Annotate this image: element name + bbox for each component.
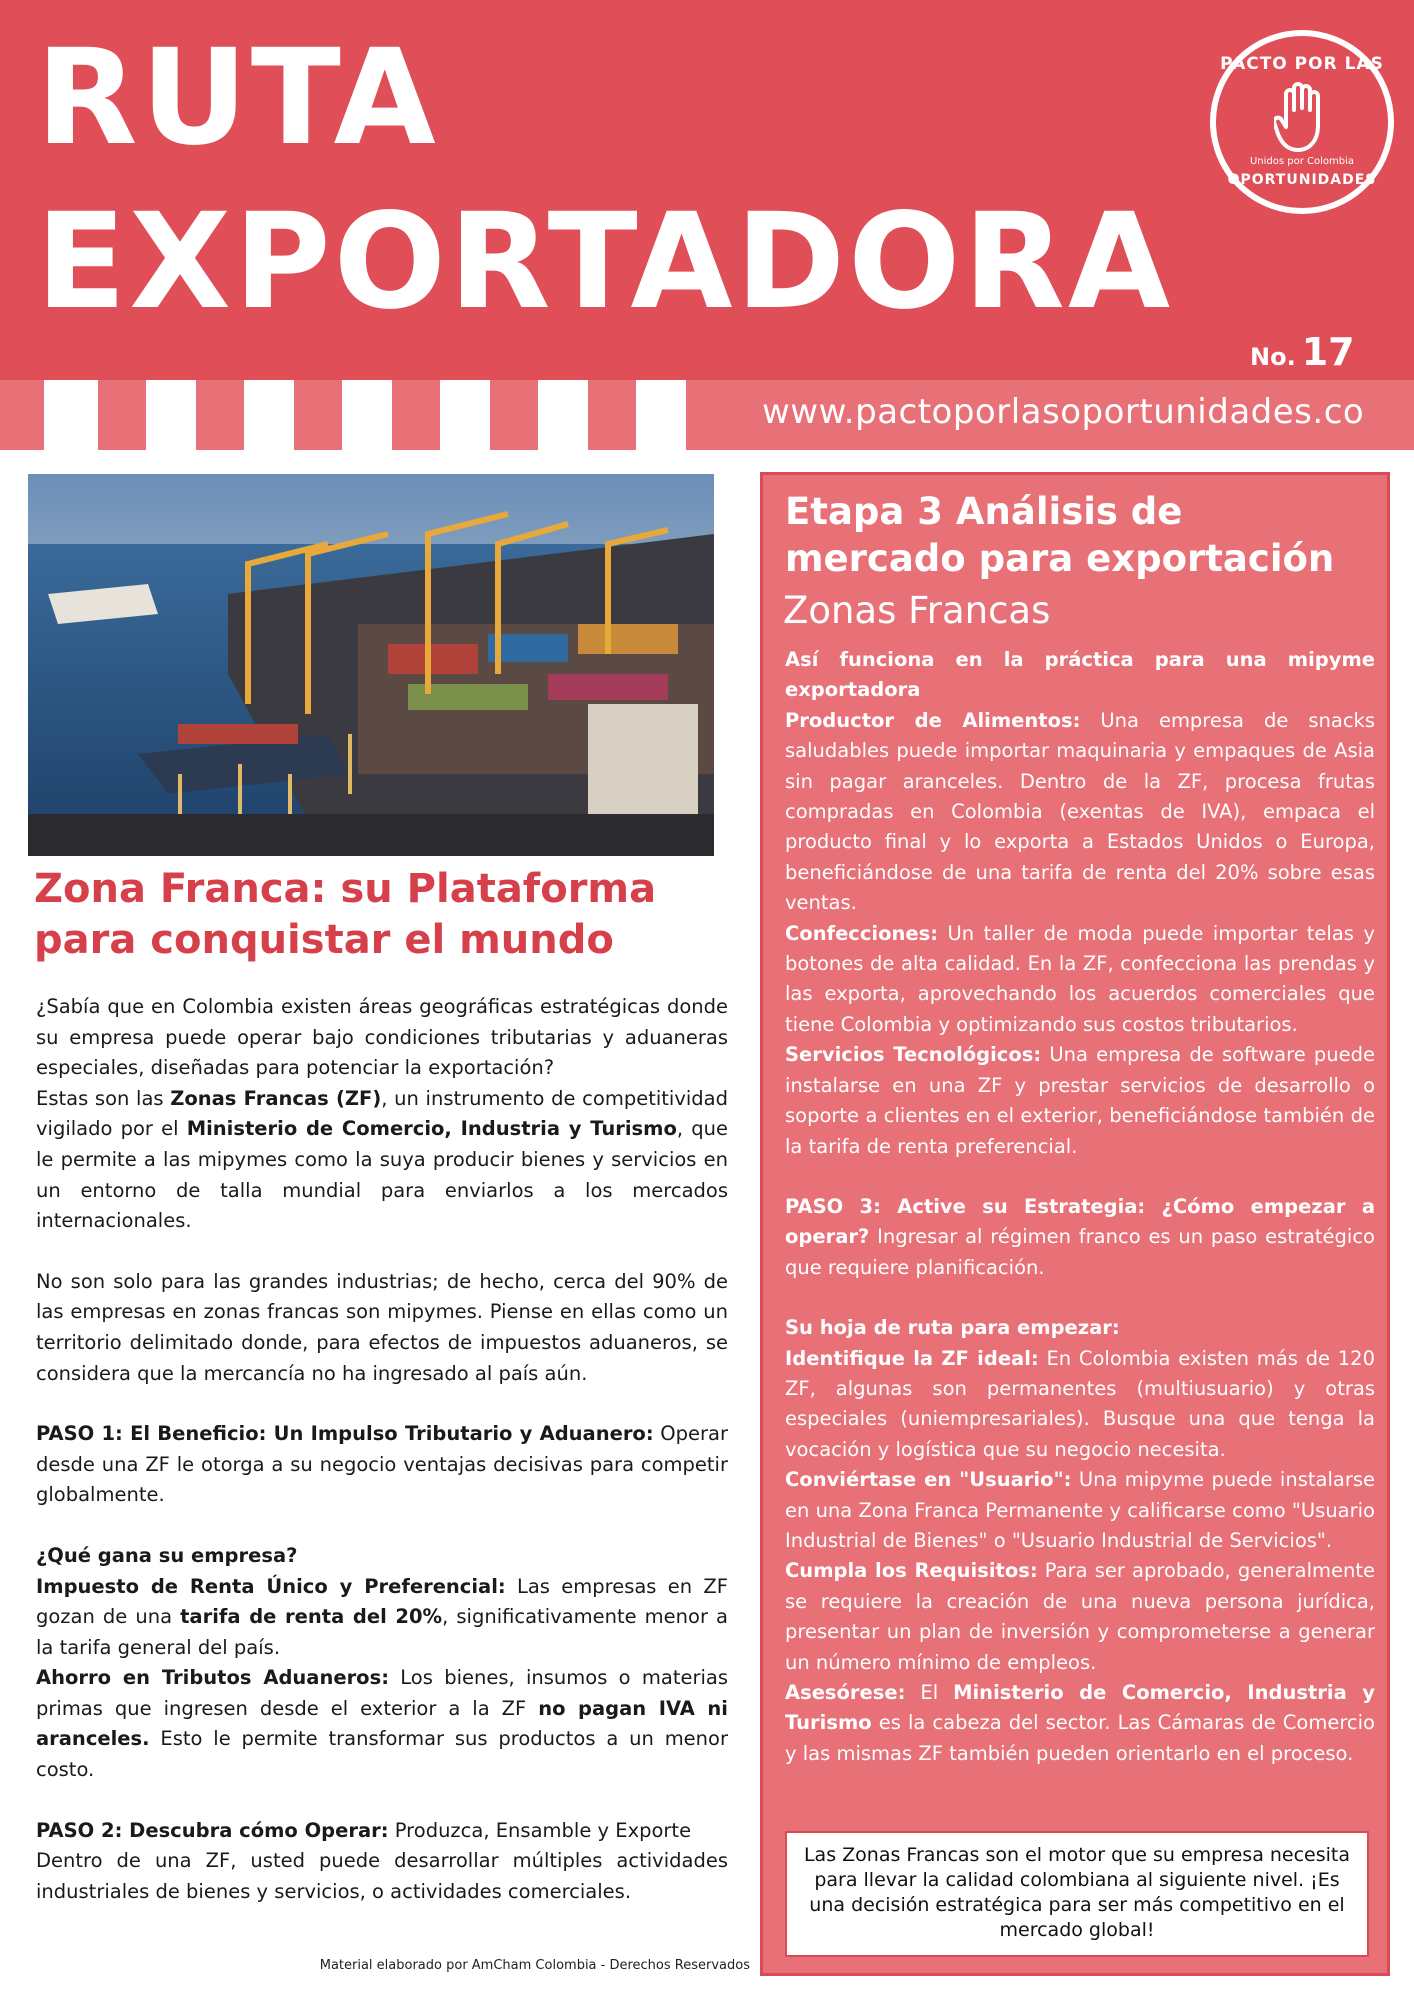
servicios-paragraph [785,1040,1375,1162]
title-line-2: EXPORTADORA [36,185,1174,339]
ahorro-paragraph [36,1663,728,1785]
issue-label: No. [1250,343,1296,371]
cumpla-paragraph [785,1556,1375,1678]
text-run: Las empresas en ZF gozan de una [36,1574,728,1629]
text-run: Una empresa de snacks saludables puede importar maquinaria y empaques de Asia sin pagar aranceles. Dentro de la ZF, procesa frutas compradas en Colombia (exentas de IVA), empaca el producto final y lo exporta a Estados Unidos o Europa, beneficiándose de una tarifa de renta del 20% sobre esas ventas. [785,708,1375,915]
zf-paragraph [36,1084,728,1237]
hoja-heading [785,1313,1375,1343]
text-run-bold: Ministerio de Comercio, Industria y Turismo [785,1681,1376,1735]
paso3-title: PASO 3: Active su Estrategia: ¿Cómo empezar a operar? [785,1194,1375,1249]
article-headline: Zona Franca: su Plataforma para conquistar el mundo [34,866,657,964]
text-run-bold: no pagan IVA ni aranceles. [36,1696,728,1751]
title-line-1: RUTA [36,21,439,175]
text-run: es la cabeza del sector. Las Cámaras de Comercio y las mismas ZF también pueden orientarlo en el proceso. [785,1711,1375,1765]
text-run-bold: Ministerio de Comercio, Industria y Turismo [186,1117,677,1141]
port-photo-icon [28,474,714,856]
asi-funciona-title: Así funciona en la práctica para una mipyme exportadora [785,648,1375,702]
hoja-title: Su hoja de ruta para empezar: [785,1316,1120,1340]
website-banner [732,380,1414,450]
masthead [0,0,1414,380]
text-run: Esto le permite transformar sus productos a un menor costo. [36,1727,728,1782]
text-run: Una mipyme puede instalarse en una Zona Franca Permanente y calificarse como "Usuario Industrial de Bienes" o "Usuario Industrial de Servicios". [785,1468,1375,1552]
issue-number [1250,330,1355,374]
asi-funciona-heading [785,645,1375,706]
stripe-band [0,380,740,450]
productor-paragraph [785,706,1375,919]
asesorese-paragraph [785,1678,1375,1769]
paso1-title: PASO 1: El Beneficio: Un Impulso Tributario y Aduanero: [36,1422,654,1446]
stripe [392,380,440,450]
paso2-body: Dentro de una ZF, usted puede desarrollar múltiples actividades industriales de bienes y servicios, o actividades comerciales. [36,1849,728,1903]
paso3-paragraph [785,1192,1375,1283]
badge-bottom-text: OPORTUNIDADES [1227,172,1377,188]
stripe [294,380,342,450]
etapa-title: Etapa 3 Análisis de mercado para exportación [785,490,1335,580]
mipymes-paragraph: No son solo para las grandes industrias; de hecho, cerca del 90% de las empresas en zonas francas son mipymes. Piense en ellas como un territorio delimitado donde, para efectos de impuestos aduaneros, se considera que la mercancía no ha ingresado al país aún. [36,1269,728,1385]
conviertase-title: Conviértase en "Usuario": [785,1468,1072,1492]
text-run-bold: Zonas Francas (ZF) [170,1086,382,1110]
stripe [0,380,44,450]
text-run: Un taller de moda puede importar telas y botones de alta calidad. En la ZF, confecciona las prendas y las exporta, aprovechando los acuerdos comerciales que tiene Colombia y optimizando sus costos tributarios. [785,921,1375,1036]
port-photo [28,474,714,856]
stripe [98,380,146,450]
text-run: , significativamente menor a la tarifa general del país. [36,1605,728,1659]
text-run: Una empresa de software puede instalarse en una ZF y prestar servicios de desarrollo o soporte a clientes en el exterior, beneficiándose también de la tarifa de renta preferencial. [785,1043,1375,1158]
paso2-title: PASO 2: Descubra cómo Operar: [36,1818,389,1842]
issue-value: 17 [1301,330,1355,374]
confecciones-paragraph [785,919,1375,1041]
stripe [196,380,244,450]
text-run: El [905,1681,954,1704]
text-run: , un instrumento de competitividad vigilado por el [36,1086,728,1141]
text-run: Produzca, Ensamble y Exporte [388,1818,692,1842]
right-panel-body [785,645,1375,1769]
paso2-paragraph [36,1816,728,1847]
identifique-paragraph [785,1344,1375,1466]
hand-icon [1274,82,1330,156]
etapa-panel [760,472,1390,1976]
text-run: Operar desde una ZF le otorga a su negocio ventajas decisivas para competir globalmente. [36,1422,728,1507]
impuesto-paragraph [36,1572,728,1664]
text-run: Ingresar al régimen franco es un paso estratégico que requiere planificación. [785,1225,1375,1279]
productor-title: Productor de Alimentos: [785,708,1081,732]
cumpla-title: Cumpla los Requisitos: [785,1559,1038,1583]
badge-top-text: PACTO POR LAS [1220,54,1384,74]
text-run: En Colombia existen más de 120 ZF, algunas son permanentes (multiusuario) y otras especiales (uniempresariales). Busque una que tenga la vocación y logística que su negocio necesita. [785,1346,1375,1461]
stripe [686,380,732,450]
conviertase-paragraph [785,1465,1375,1556]
pacto-logo-badge [1210,30,1394,214]
identifique-title: Identifique la ZF ideal: [785,1346,1039,1370]
zonas-subtitle: Zonas Francas [783,589,1051,632]
text-run: Estas son las [36,1086,171,1110]
gana-title: ¿Qué gana su empresa? [36,1543,298,1567]
stripe [588,380,636,450]
confecciones-title: Confecciones: [785,921,939,945]
closing-callout: Las Zonas Francas son el motor que su empresa necesita para llevar la calidad colombiana al siguiente nivel. ¡Es una decisión estratégica para ser más competitivo en el mercado global! [785,1831,1369,1957]
badge-subtitle: Unidos por Colombia [1249,156,1355,167]
text-run: Los bienes, insumos o materias primas que ingresen desde el exterior a la ZF [36,1666,729,1720]
left-article-body [36,992,728,1907]
intro-paragraph: ¿Sabía que en Colombia existen áreas geográficas estratégicas donde su empresa puede operar bajo condiciones tributarias y aduaneras especiales, diseñadas para potenciar la exportación? [36,995,728,1080]
footer-credit: Material elaborado por AmCham Colombia - Derechos Reservados [319,1958,750,1973]
servicios-title: Servicios Tecnológicos: [785,1043,1042,1067]
gana-heading [36,1541,728,1572]
text-run: Para ser aprobado, generalmente se requiere la creación de una nueva persona jurídica, presentar un plan de inversión y comprometerse a generar un número mínimo de empleos. [785,1559,1375,1674]
website-url[interactable]: www.pactoporlasoportunidades.co [762,392,1365,432]
stripe [490,380,538,450]
paso1-paragraph [36,1419,728,1511]
text-run: , que le permite a las mipymes como la suya producir bienes y servicios en un entorno de talla mundial para enviarlos a los mercados internacionales. [36,1117,728,1233]
text-run-bold: tarifa de renta del 20% [180,1605,443,1629]
asesorese-title: Asesórese: [785,1681,906,1704]
impuesto-title: Impuesto de Renta Único y Preferencial: [36,1574,506,1598]
ahorro-title: Ahorro en Tributos Aduaneros: [36,1666,389,1690]
